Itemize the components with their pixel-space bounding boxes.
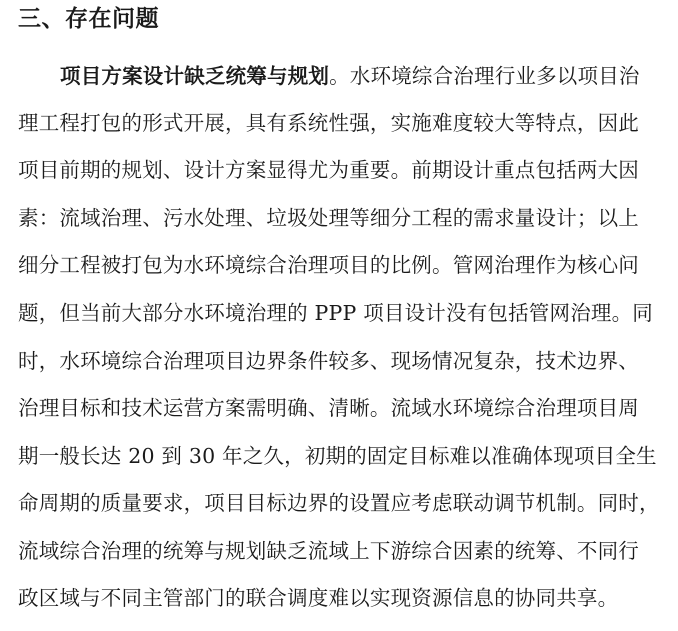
paragraph-line: 细分工程被打包为水环境综合治理项目的比例。管网治理作为核心问 — [18, 253, 639, 277]
paragraph-line: 治理目标和技术运营方案需明确、清晰。流域水环境综合治理项目周 — [18, 396, 639, 420]
paragraph-line: 命周期的质量要求，项目目标边界的设置应考虑联动调节机制。同时， — [18, 491, 660, 515]
paragraph-line: 项目前期的规划、设计方案显得尤为重要。前期设计重点包括两大因 — [18, 158, 639, 182]
paragraph-line: 期一般长达 20 到 30 年之久，初期的固定目标难以准确体现项目全生 — [18, 444, 657, 468]
line-text: 。水环境综合治理行业多以项目治 — [329, 64, 640, 88]
lead-phrase: 项目方案设计缺乏统筹与规划 — [60, 64, 330, 88]
paragraph-line: 流域综合治理的统筹与规划缺乏流域上下游综合因素的统筹、不同行 — [18, 539, 639, 563]
paragraph-line: 理工程打包的形式开展，具有系统性强，实施难度较大等特点，因此 — [18, 111, 639, 135]
paragraph-line: 政区域与不同主管部门的联合调度难以实现资源信息的协同共享。 — [18, 586, 619, 610]
section-heading: 三、存在问题 — [18, 6, 159, 32]
paragraph-line — [60, 56, 660, 96]
paragraph-line: 素：流域治理、污水处理、垃圾处理等细分工程的需求量设计；以上 — [18, 206, 639, 230]
paragraph-line: 时，水环境综合治理项目边界条件较多、现场情况复杂，技术边界、 — [18, 349, 639, 373]
paragraph-line: 题，但当前大部分水环境治理的 PPP 项目设计没有包括管网治理。同 — [18, 301, 654, 325]
